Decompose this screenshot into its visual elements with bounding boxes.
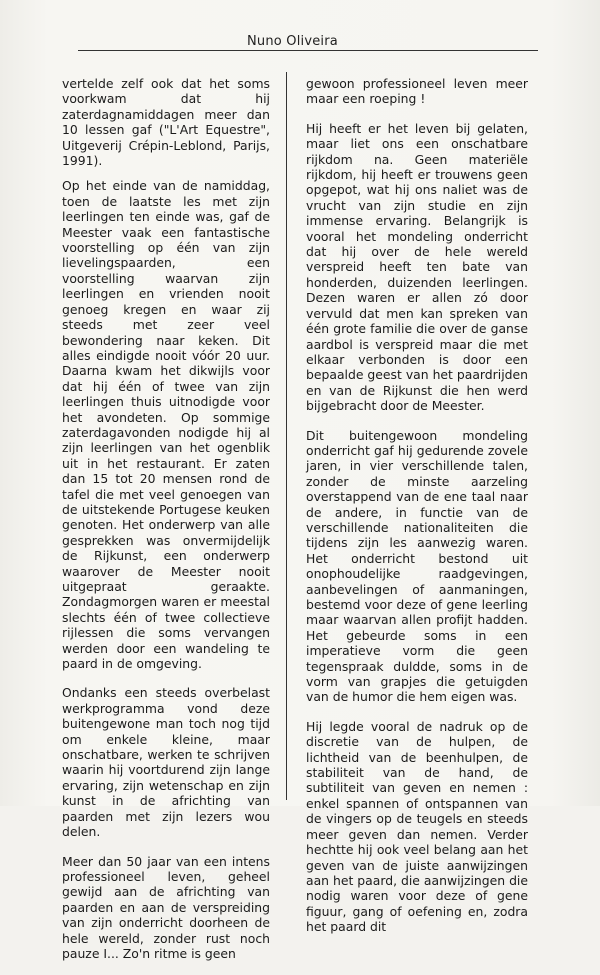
left-column [62, 76, 270, 975]
paragraph: Meer dan 50 jaar van een intens professioneel leven, geheel gewijd aan de africhting van paarden en aan de verspreiding van zijn onderricht doorheen de hele wereld, zonder rust noch pauze I... Zo'n ritme is geen [62, 853, 270, 961]
right-column [306, 76, 528, 949]
paragraph: Dit buitengewoon mondeling onderricht gaf hij gedurende zovele jaren, in vier verschillende talen, zonder de minste aarzeling overstappend van de ene taal naar de andere, in functie van de verschillende nationaliteiten die tijdens zijn les aanwezig waren. Het onderricht bestond uit onophoudelijke raadgevingen, aanbevelingen of aanmaningen, bestemd voor deze of gene leerling maar waarvan allen profijt hadden. Het gebeurde soms in een imperatieve vorm die geen tegenspraak duldde, soms in de vorm van grapjes die getuigden van de humor die hem eigen was. [306, 427, 528, 705]
paragraph: vertelde zelf ook dat het soms voorkwam dat hij zaterdagnamiddagen meer dan 10 lessen gaf ("L'Art Equestre", Uitgeverij Crépin-Leblond, Parijs, 1991). [62, 76, 270, 169]
paragraph: Op het einde van de namiddag, toen de laatste les met zijn leerlingen ten einde was, gaf de Meester vaak een fantastische voorstelling op één van zijn lievelingspaarden, een voorstelling waarvan zijn leerlingen en vrienden nooit genoeg kregen en waar zij steeds met zeer veel bewondering naar keken. Dit alles eindigde nooit vóór 20 uur. Daarna kwam het dikwijls voor dat hij één of twee van zijn leerlingen thuis uitnodigde voor het avondeten. Op sommige zaterdagavonden nodigde hij al zijn leerlingen van het ogenblik uit in het restaurant. Er zaten dan 15 tot 20 mensen rond de tafel die met veel genoegen van de uitstekende Portugese keuken genoten. Het onderwerp van alle gesprekken was onvermijdelijk de Rijkunst, een onderwerp waarover de Meester nooit uitgepraat geraakte. Zondagmorgen waren er meestal slechts één of twee collectieve rijlessen die soms vervangen werden door een wandeling te paard in de omgeving. [62, 178, 270, 672]
page-header-title: Nuno Oliveira [247, 34, 338, 49]
header-rule [78, 50, 538, 51]
paragraph: Hij legde vooral de nadruk op de discretie van de hulpen, de lichtheid van de beenhulpen, de stabiliteit van de hand, de subtiliteit van geven en nemen : enkel spannen of ontspannen van de vingers op de teugels en steeds meer geven dan nemen. Verder hechtte hij ook veel belang aan het geven van de juiste aanwijzingen aan het paard, die aanwijzingen die nodig waren voor deze of gene figuur, gang of oefening en, zodra het paard dit [306, 718, 528, 935]
paragraph: Ondanks een steeds overbelast werkprogramma vond deze buitengewone man toch nog tijd om enkele kleine, maar onschatbare, werken te schrijven waarin hij voortdurend zijn lange ervaring, zijn wetenschap en zijn kunst in de africhting van paarden met zijn lezers wou delen. [62, 685, 270, 840]
paragraph: gewoon professioneel leven meer maar een roeping ! [306, 76, 528, 107]
column-divider [286, 72, 287, 800]
paragraph: Hij heeft er het leven bij gelaten, maar liet ons een onschatbare rijkdom na. Geen materiële rijkdom, hij heeft er trouwens geen opgepot, wat hij ons naliet was de vrucht van zijn studie en zijn immense ervaring. Belangrijk is vooral het mondeling onderricht dat hij over de hele wereld verspreid heeft ten bate van honderden, duizenden leerlingen. Dezen waren er allen zó door vervuld dat men kan spreken van één grote familie die over de ganse aardbol is verspreid maar die met elkaar verbonden is door een bepaalde geest van het paardrijden en van de Rijkunst die hen werd bijgebracht door de Meester. [306, 120, 528, 414]
